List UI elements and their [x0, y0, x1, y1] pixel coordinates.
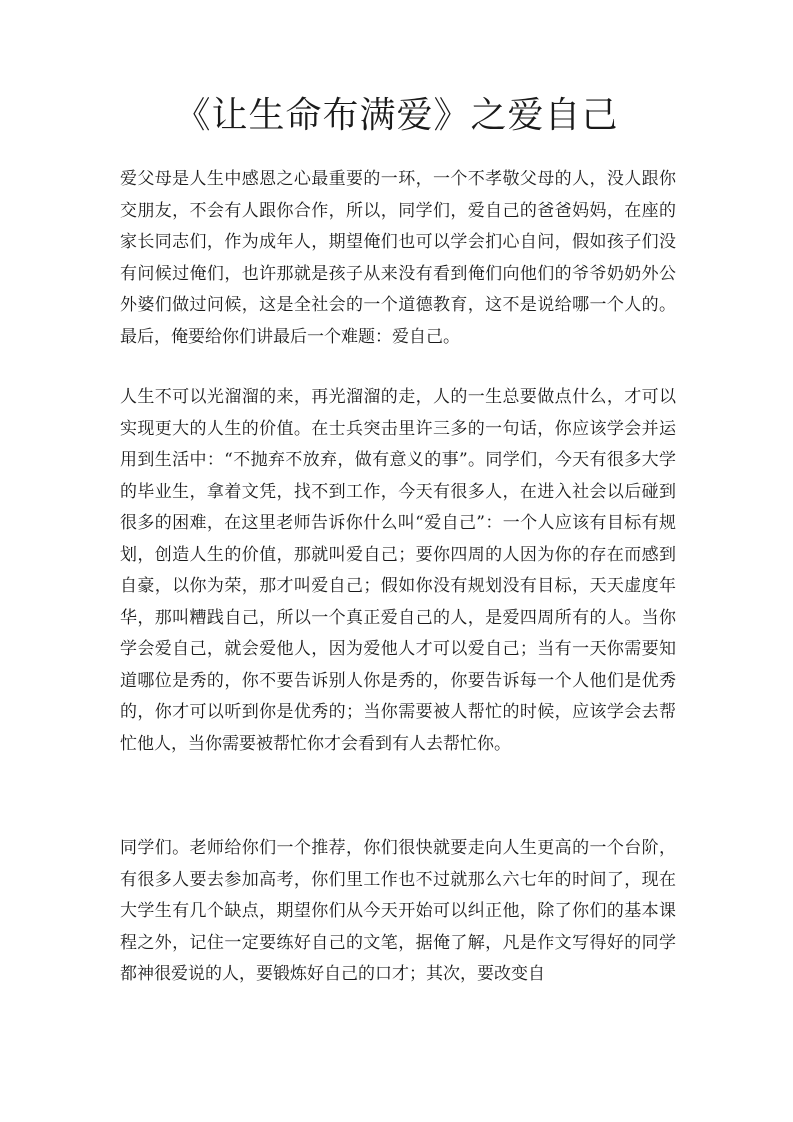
paragraph-2: 人生不可以光溜溜的来，再光溜溜的走，人的一生总要做点什么，才可以实现更大的人生的价值。在士兵突击里许三多的一句话，你应该学会并运用到生活中：“不抛弃不放弃，做有意义的事”。同学们，今天有很多大学的毕业生，拿着文凭，找不到工作，今天有很多人，在进入社会以后碰到很多的困难，在这里老师告诉你什么叫“爱自己”：一个人应该有目标有规划，创造人生的价值，那就叫爱自己；要你四周的人因为你的存在而感到自豪，以你为荣，那才叫爱自己；假如你没有规划没有目标，天天虚度年华，那叫糟践自己，所以一个真正爱自己的人，是爱四周所有的人。当你学会爱自己，就会爱他人，因为爱他人才可以爱自己；当有一天你需要知道哪位是秀的，你不要告诉别人你是秀的，你要告诉每一个人他们是优秀的，你才可以听到你是优秀的；当你需要被人帮忙的时候，应该学会去帮忙他人，当你需要被帮忙你才会看到有人去帮忙你。 [120, 387, 676, 754]
paragraph-1: 爱父母是人生中感恩之心最重要的一环，一个不孝敬父母的人，没人跟你交朋友，不会有人跟你合作，所以，同学们，爱自己的爸爸妈妈，在座的家长同志们，作为成年人，期望俺们也可以学会扪心自问，假如孩子们没有问候过俺们，也许那就是孩子从来没有看到俺们向他们的爷爷奶奶外公外婆们做过问候，这是全社会的一个道德教育，这不是说给哪一个人的。最后，俺要给你们讲最后一个难题：爱自己。 [120, 169, 676, 347]
paragraph-3: 同学们。老师给你们一个推荐，你们很快就要走向人生更高的一个台阶，有很多人要去参加高考，你们里工作也不过就那么六七年的时间了，现在大学生有几个缺点，期望你们从今天开始可以纠正他，除了你们的基本课程之外，记住一定要练好自己的文笔，据俺了解，凡是作文写得好的同学都神很爱说的人，要锻炼好自己的口才；其次，要改变自 [120, 838, 676, 984]
document-title: 《让生命布满爱》之爱自己 [174, 95, 619, 136]
